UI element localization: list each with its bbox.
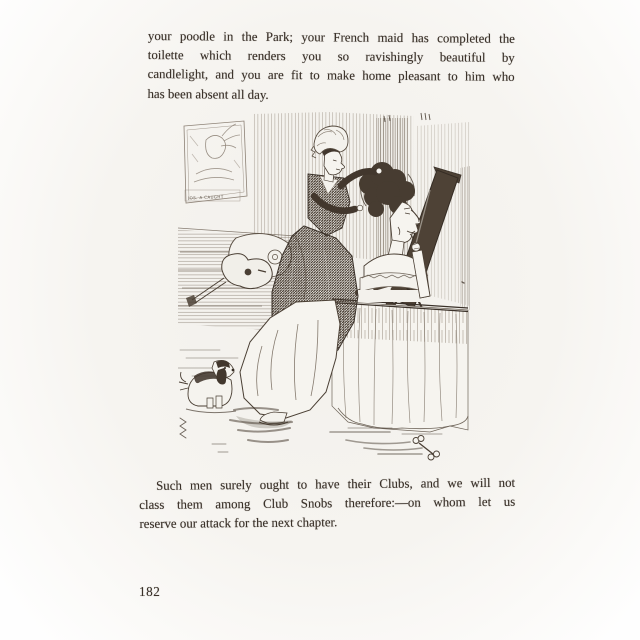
text-line: Such men surely ought to have their Clubs, and we will not — [156, 475, 516, 493]
text-line: your poodle in the Park; your French maid has completed the — [147, 28, 515, 46]
text-line: has been absent all day. — [147, 86, 269, 102]
engraving-illustration — [178, 110, 470, 466]
text-line: toilette which renders you so ravishingly beautiful by — [147, 48, 515, 66]
text-line: class them among Club Snobs therefore:—on whom let us — [139, 494, 516, 513]
text-line: reserve our attack for the next chapter. — [139, 515, 338, 532]
framed-picture — [184, 121, 247, 203]
paragraph-bottom — [139, 474, 515, 535]
text-line: candlelight, and you are fit to make home pleasant to him who — [147, 67, 515, 85]
paragraph-top — [147, 27, 515, 107]
wall-label: JOS. A CAUGHT — [187, 194, 224, 201]
page-number: 182 — [139, 584, 161, 599]
bone-figure — [413, 436, 440, 461]
